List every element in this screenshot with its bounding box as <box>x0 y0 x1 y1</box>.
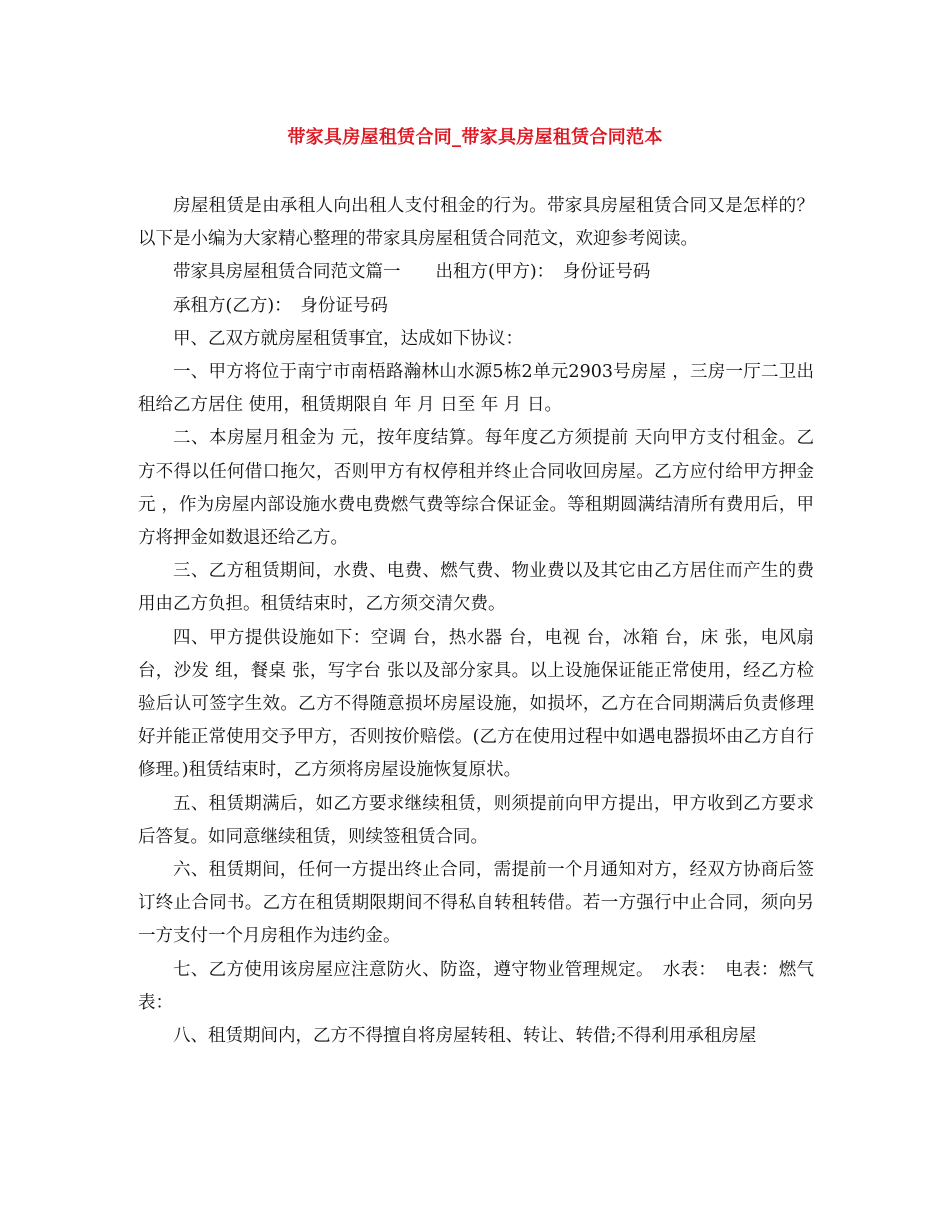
paragraph-intro: 房屋租赁是由承租人向出租人支付租金的行为。带家具房屋租赁合同又是怎样的？以下是小编为大家精心整理的带家具房屋租赁合同范文，欢迎参考阅读。 <box>138 196 814 250</box>
paragraph-clause-3: 三、乙方租赁期间，水费、电费、燃气费、物业费以及其它由乙方居住而产生的费用由乙方负担。租赁结束时，乙方须交清欠费。 <box>138 561 814 615</box>
paragraph-clause-2: 二、本房屋月租金为 元，按年度结算。每年度乙方须提前 天向甲方支付租金。乙方不得以任何借口拖欠，否则甲方有权停租并终止合同收回房屋。乙方应付给甲方押金 元 ，作为房屋内部设施水费电费燃气费等综合保证金。等租期圆满结清所有费用后，甲方将押金如数退还给乙方。 <box>138 428 820 549</box>
document-body <box>138 190 820 1053</box>
paragraph-agreement: 甲、乙双方就房屋租赁事宜，达成如下协议： <box>173 328 523 349</box>
paragraph-clause-1: 一、甲方将位于南宁市南梧路瀚林山水源5栋2单元2903号房屋 ，三房一厅二卫出租给乙方居住 使用，租赁期限自 年 月 日至 年 月 日。 <box>138 362 814 416</box>
paragraph-clause-5: 五、租赁期满后，如乙方要求继续租赁，则须提前向甲方提出，甲方收到乙方要求后答复。如同意继续租赁，则续签租赁合同。 <box>138 793 814 847</box>
paragraph-lessor: 带家具房屋租赁合同范文篇一 出租方(甲方)： 身份证号码 <box>173 262 651 283</box>
paragraph-lessee: 承租方(乙方)： 身份证号码 <box>173 295 388 316</box>
document-title: 带家具房屋租赁合同_带家具房屋租赁合同范本 <box>287 127 663 148</box>
paragraph-clause-8: 八、租赁期间内，乙方不得擅自将房屋转租、转让、转借;不得利用承租房屋 <box>173 1026 757 1047</box>
paragraph-clause-6: 六、租赁期间，任何一方提出终止合同，需提前一个月通知对方，经双方协商后签订终止合同书。乙方在租赁期限期间不得私自转租转借。若一方强行中止合同，须向另一方支付一个月房租作为违约金。 <box>138 860 814 947</box>
paragraph-clause-4: 四、甲方提供设施如下：空调 台，热水器 台，电视 台，冰箱 台，床 张，电风扇 台，沙发 组，餐桌 张，写字台 张以及部分家具。以上设施保证能正常使用，经乙方检验后认可签字生效。乙方不得随意损坏房屋设施，如损坏，乙方在合同期满后负责修理好并能正常使用交予甲方，否则按价赔偿。(乙方在使用过程中如遇电器损坏由乙方自行修理。)租赁结束时，乙方须将房屋设施恢复原状。 <box>138 627 820 781</box>
paragraph-clause-7: 七、乙方使用该房屋应注意防火、防盗，遵守物业管理规定。 水表： 电表：燃气表： <box>138 959 814 1013</box>
